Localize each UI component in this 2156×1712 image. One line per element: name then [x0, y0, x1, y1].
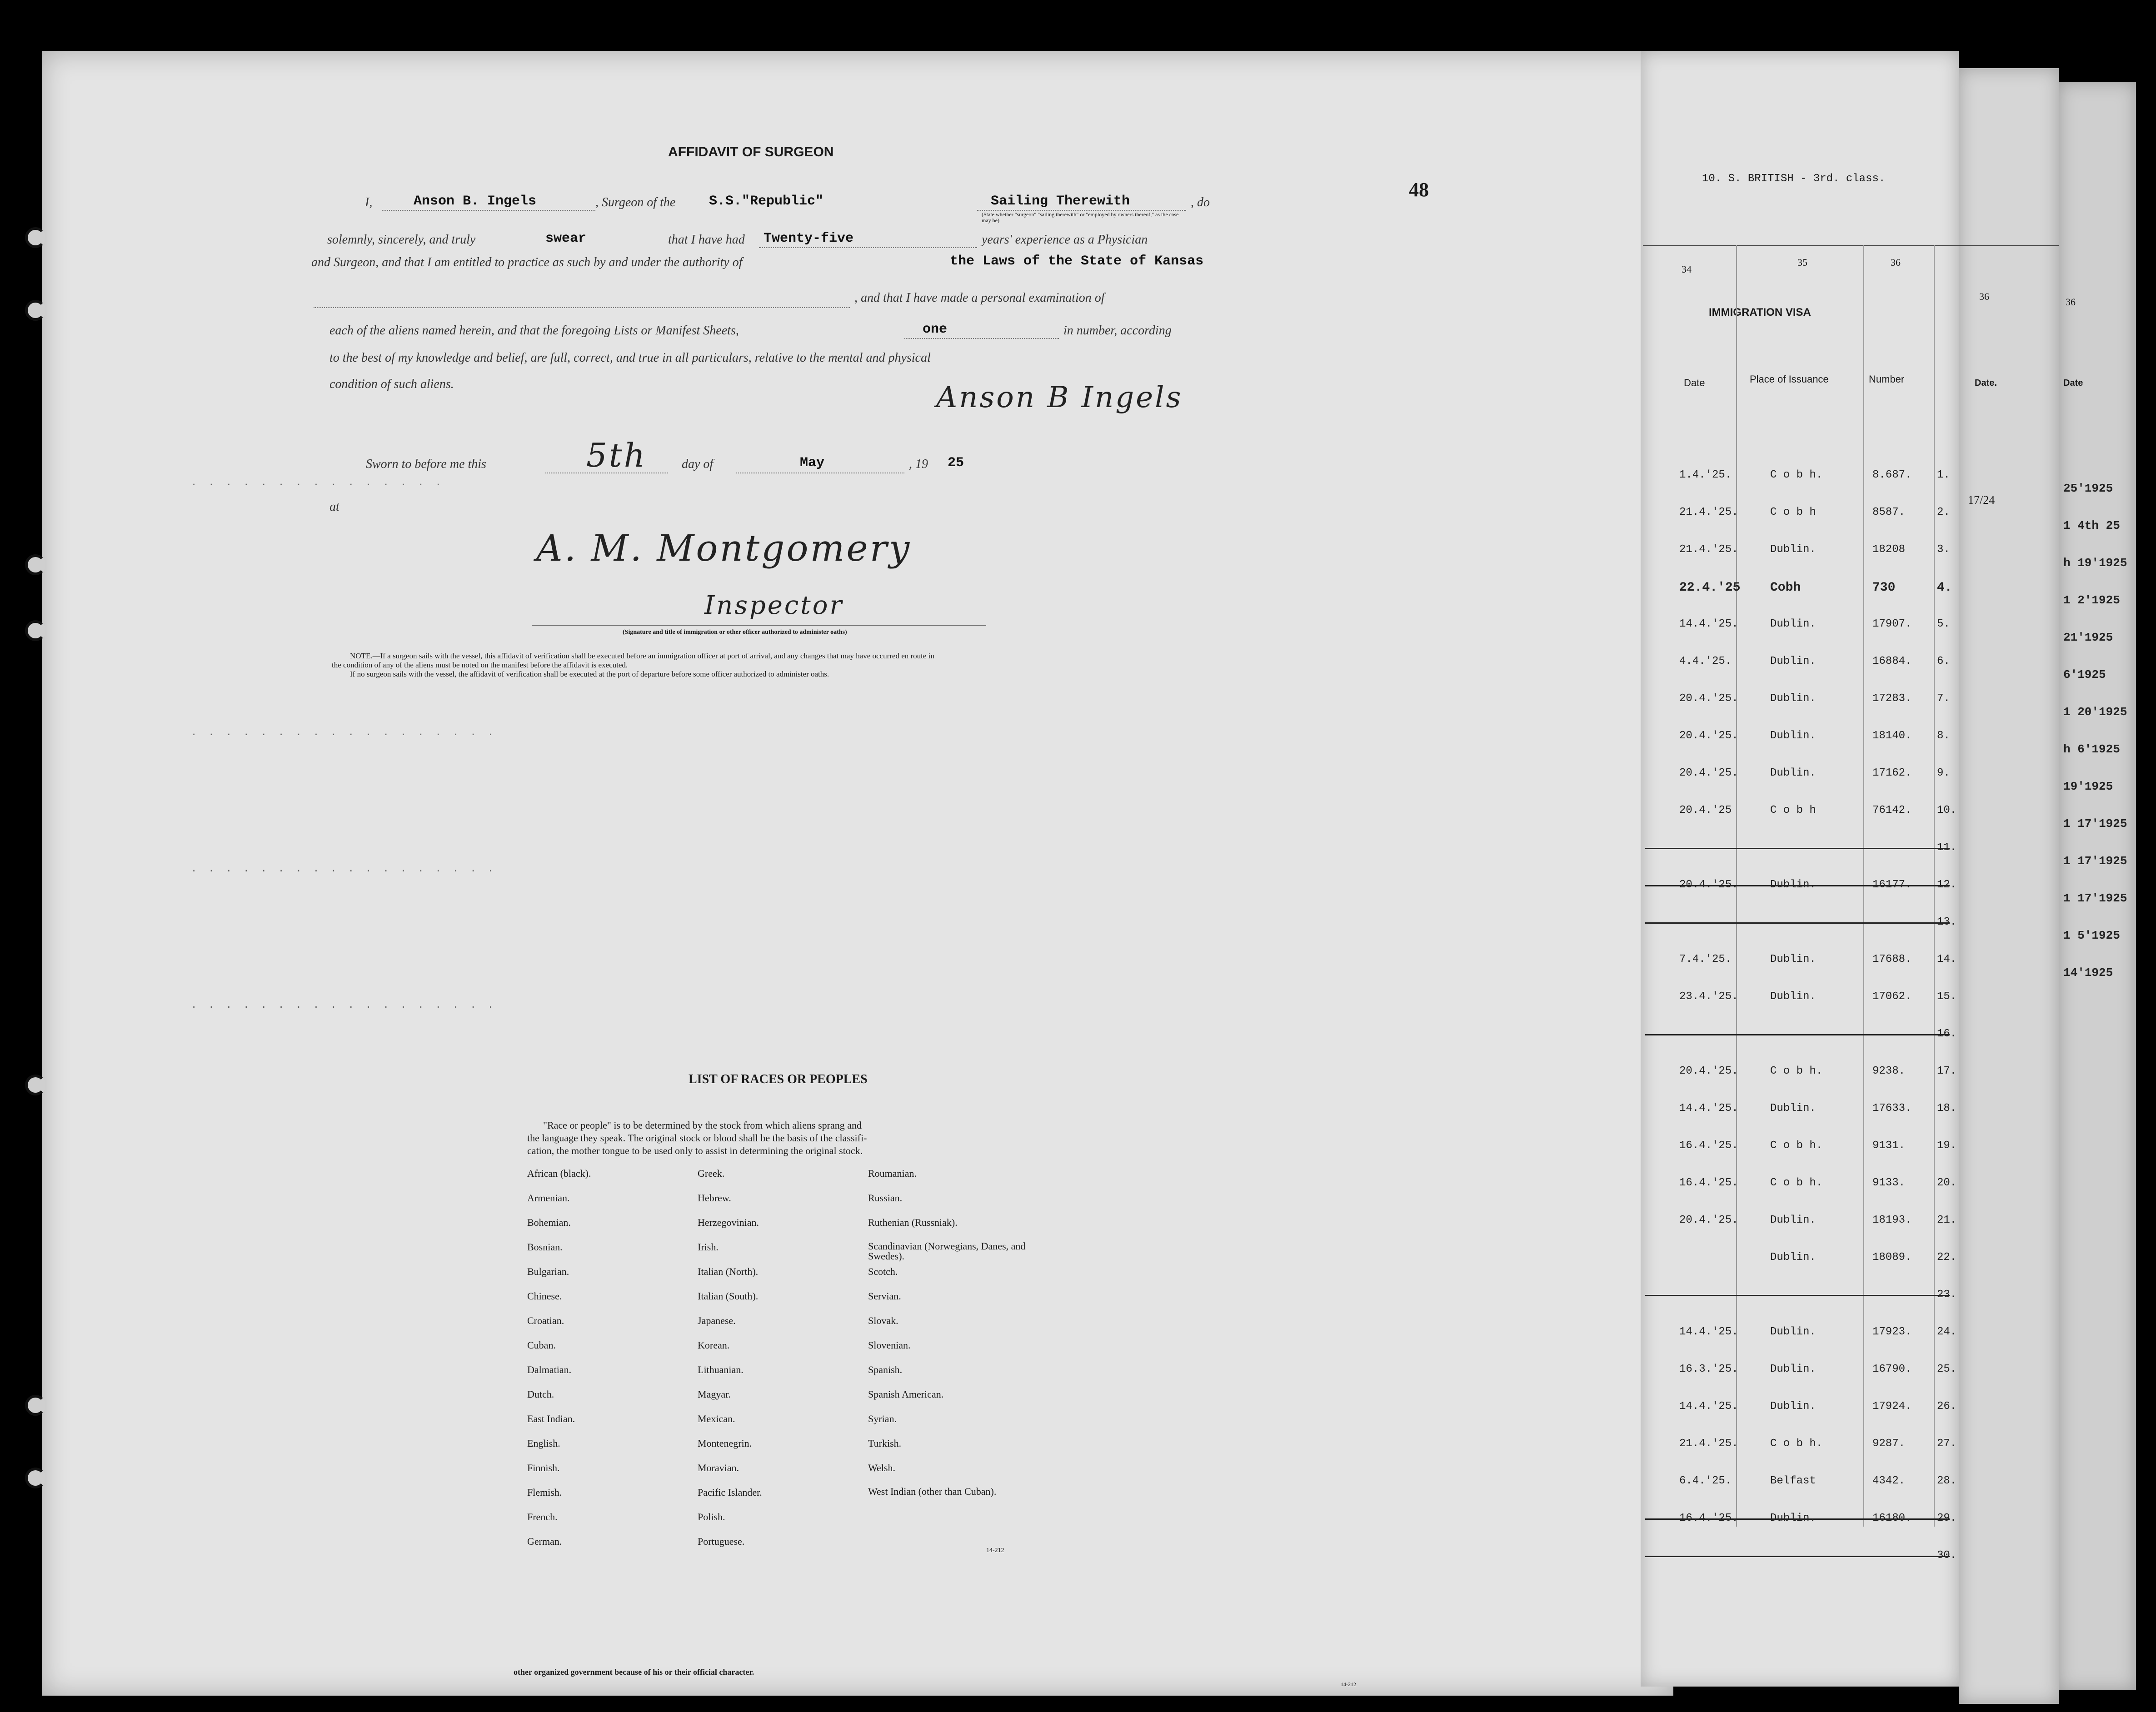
fill-line — [904, 338, 1059, 339]
race-item: Spanish American. — [868, 1389, 944, 1400]
race-item: Scandinavian (Norwegians, Danes, and Swedes). — [868, 1240, 1026, 1262]
visa-place: Dublin. — [1770, 543, 1816, 556]
row-number: 23. — [1937, 1289, 1957, 1301]
race-item: Italian (South). — [698, 1290, 759, 1302]
race-item: Japanese. — [698, 1315, 736, 1326]
race-item: Slovenian. — [868, 1339, 911, 1351]
visa-number: 16177. — [1872, 879, 1912, 891]
visa-header: 10. S. BRITISH - 3rd. class. — [1702, 173, 1886, 185]
row-number: 8. — [1937, 730, 1950, 742]
race-item: Bosnian. — [527, 1241, 563, 1253]
visa-date: 21.4.'25. — [1679, 1438, 1738, 1450]
race-item: Croatian. — [527, 1315, 564, 1326]
visa-place: Dublin. — [1770, 879, 1816, 891]
visa-place: Dublin. — [1770, 953, 1816, 965]
side-col-header: Date — [2063, 378, 2083, 388]
visa-number: 9287. — [1872, 1438, 1906, 1450]
visa-number: 16180. — [1872, 1512, 1912, 1524]
race-item: Lithuanian. — [698, 1364, 744, 1375]
side-col-number: 36 — [1979, 291, 1989, 302]
visa-number: 17162. — [1872, 767, 1912, 779]
race-item: Welsh. — [868, 1462, 895, 1473]
col-number: 35 — [1797, 257, 1807, 268]
visa-place: Dublin. — [1770, 990, 1816, 1003]
affidavit-text: Sworn to before me this — [366, 457, 486, 471]
col-number: 36 — [1891, 257, 1901, 268]
race-item: Armenian. — [527, 1192, 570, 1204]
visa-place: Dublin. — [1770, 1512, 1816, 1524]
side-date-entry: h 19'1925 — [2063, 556, 2127, 570]
side-date-entry: 21'1925 — [2063, 631, 2113, 644]
races-title: LIST OF RACES OR PEOPLES — [689, 1072, 868, 1086]
visa-place: Dublin. — [1770, 1214, 1816, 1226]
col-header-place: Place of Issuance — [1750, 373, 1829, 385]
visa-number: 18140. — [1872, 730, 1912, 742]
race-item: Chinese. — [527, 1290, 562, 1302]
visa-date: 16.4.'25. — [1679, 1140, 1738, 1152]
affidavit-text: , 19 — [909, 457, 928, 471]
visa-place: Dublin. — [1770, 767, 1816, 779]
oath-word: swear — [545, 231, 587, 246]
race-item: Italian (North). — [698, 1266, 759, 1277]
visa-number: 17923. — [1872, 1326, 1912, 1338]
form-number: 14-212 — [986, 1547, 1004, 1554]
affidavit-text: in number, according — [1063, 323, 1172, 338]
race-item: Cuban. — [527, 1339, 556, 1351]
race-item: Irish. — [698, 1241, 719, 1253]
race-item: Greek. — [698, 1168, 725, 1179]
race-item: Flemish. — [527, 1487, 562, 1498]
side-date-entry: 25'1925 — [2063, 482, 2113, 495]
affidavit-text: , and that I have made a personal examination of — [854, 291, 1105, 305]
row-number: 27. — [1937, 1438, 1957, 1450]
row-number: 22. — [1937, 1251, 1957, 1264]
affidavit-text: condition of such aliens. — [329, 377, 454, 391]
race-item: Pacific Islander. — [698, 1487, 762, 1498]
row-number: 13. — [1937, 916, 1957, 928]
row-number: 21. — [1937, 1214, 1957, 1226]
visa-place: Cobh — [1770, 581, 1801, 595]
side-date-entry: 1 17'1925 — [2063, 854, 2127, 868]
race-item — [868, 1536, 1036, 1554]
surgeon-status: Sailing Therewith — [991, 194, 1130, 209]
race-item: Russian. — [868, 1192, 903, 1204]
side-date-entry: 1 5'1925 — [2063, 929, 2120, 942]
race-item: Turkish. — [868, 1438, 902, 1449]
row-number: 3. — [1937, 543, 1950, 556]
footer-form-number: 14-212 — [1341, 1681, 1356, 1687]
visa-place: C o b h. — [1770, 469, 1823, 481]
header-rule — [1643, 245, 2059, 246]
bleed-through: . . . . . . . . . . . . . . . . . . — [191, 727, 497, 738]
race-item: German. — [527, 1536, 562, 1547]
visa-number: 4342. — [1872, 1475, 1906, 1487]
race-item — [868, 1511, 1036, 1529]
row-number: 17. — [1937, 1065, 1957, 1077]
side-date-entry: 14'1925 — [2063, 966, 2113, 980]
race-item: Dutch. — [527, 1389, 554, 1400]
visa-date: 7.4.'25. — [1679, 953, 1732, 965]
visa-date: 21.4.'25. — [1679, 543, 1738, 556]
race-item: Bohemian. — [527, 1217, 571, 1228]
note-line: NOTE.—If a surgeon sails with the vessel, this affidavit of verification shall be executed before an immigration officer at port of arrival, and any changes that may have occurred en route in — [350, 652, 934, 660]
visa-place: Dublin. — [1770, 1400, 1816, 1413]
bleed-through: . . . . . . . . . . . . . . . . . . — [191, 863, 497, 875]
row-number: 24. — [1937, 1326, 1957, 1338]
visa-date: 21.4.'25. — [1679, 506, 1738, 518]
visa-number: 8587. — [1872, 506, 1906, 518]
row-number: 26. — [1937, 1400, 1957, 1413]
race-item: Servian. — [868, 1290, 901, 1302]
race-item: French. — [527, 1511, 558, 1523]
race-item: African (black). — [527, 1168, 591, 1179]
visa-number: 730 — [1872, 581, 1896, 595]
visa-date: 16.4.'25. — [1679, 1512, 1738, 1524]
visa-number: 17633. — [1872, 1102, 1912, 1115]
visa-number: 17924. — [1872, 1400, 1912, 1413]
affidavit-text: day of — [682, 457, 714, 471]
side-mark: 17/24 — [1968, 493, 1995, 507]
visa-date: 20.4.'25. — [1679, 692, 1738, 705]
row-number: 19. — [1937, 1140, 1957, 1152]
race-item: Dalmatian. — [527, 1364, 572, 1375]
side-strip-a — [1959, 68, 2059, 1704]
manifest-count: one — [923, 322, 948, 337]
binder-hole — [25, 1468, 46, 1488]
visa-place: C o b h — [1770, 506, 1816, 518]
visa-date: 20.4.'25. — [1679, 1214, 1738, 1226]
side-date-entry: 1 17'1925 — [2063, 817, 2127, 831]
row-number: 4. — [1937, 581, 1952, 595]
fill-line — [759, 247, 977, 248]
race-item: Finnish. — [527, 1462, 560, 1473]
visa-place: Belfast — [1770, 1475, 1816, 1487]
side-date-entry: 1 4th 25 — [2063, 519, 2120, 533]
races-intro: cation, the mother tongue to be used only to assist in determining the original stock. — [527, 1145, 863, 1156]
sworn-day: 5th — [586, 436, 647, 474]
visa-date: 6.4.'25. — [1679, 1475, 1732, 1487]
visa-number: 18089. — [1872, 1251, 1912, 1264]
race-item: Spanish. — [868, 1364, 903, 1375]
visa-date: 14.4.'25. — [1679, 1400, 1738, 1413]
row-number: 9. — [1937, 767, 1950, 779]
authority: the Laws of the State of Kansas — [950, 254, 1204, 269]
side-date-entry: 1 2'1925 — [2063, 593, 2120, 607]
affidavit-text: each of the aliens named herein, and that the foregoing Lists or Manifest Sheets, — [329, 323, 739, 338]
row-number: 11. — [1937, 841, 1957, 854]
races-intro: the language they speak. The original stock or blood shall be the basis of the classifi- — [527, 1132, 867, 1144]
races-list — [527, 1168, 1036, 1554]
row-number: 28. — [1937, 1475, 1957, 1487]
row-number: 2. — [1937, 506, 1950, 518]
visa-place: Dublin. — [1770, 730, 1816, 742]
race-item: Magyar. — [698, 1389, 731, 1400]
visa-date: 22.4.'25 — [1679, 581, 1741, 595]
visa-number: 9133. — [1872, 1177, 1906, 1189]
fill-line — [382, 210, 595, 211]
visa-place: Dublin. — [1770, 1102, 1816, 1115]
row-number: 6. — [1937, 655, 1950, 667]
visa-number: 9131. — [1872, 1140, 1906, 1152]
bleed-through: . . . . . . . . . . . . . . . — [191, 477, 444, 488]
strike-line — [1645, 1556, 1950, 1557]
affidavit-text: I, — [365, 195, 373, 209]
surgeon-name: Anson B. Ingels — [414, 194, 537, 209]
row-number: 5. — [1937, 618, 1950, 630]
row-number: 7. — [1937, 692, 1950, 705]
visa-place: C o b h. — [1770, 1177, 1823, 1189]
note-line: If no surgeon sails with the vessel, the affidavit of verification shall be executed at the port of departure before some officer authorized to administer oaths. — [350, 670, 829, 678]
fill-line — [977, 210, 1186, 211]
affidavit-text: solemnly, sincerely, and truly — [327, 233, 476, 247]
col-header-date: Date — [1684, 377, 1705, 388]
visa-place: Dublin. — [1770, 1251, 1816, 1264]
affidavit-text: to the best of my knowledge and belief, are full, correct, and true in all particulars, relative to the mental and physical — [329, 351, 931, 365]
visa-number: 18208 — [1872, 543, 1906, 556]
row-number: 30. — [1937, 1549, 1957, 1562]
visa-number: 8.687. — [1872, 469, 1912, 481]
col-number: 34 — [1682, 264, 1692, 275]
sworn-month: May — [800, 455, 825, 471]
fill-line — [314, 307, 850, 308]
race-item: Mexican. — [698, 1413, 735, 1424]
strike-line — [1645, 1034, 1950, 1035]
side-date-entry: h 6'1925 — [2063, 742, 2120, 756]
officer-caption: (Signature and title of immigration or other officer authorized to administer oaths) — [623, 629, 847, 636]
affidavit-title: AFFIDAVIT OF SURGEON — [668, 144, 834, 159]
side-date-entry: 19'1925 — [2063, 780, 2113, 793]
race-item: Roumanian. — [868, 1168, 917, 1179]
visa-number: 18193. — [1872, 1214, 1912, 1226]
footer-text: other organized government because of his or their official character. — [514, 1667, 754, 1677]
visa-number: 17062. — [1872, 990, 1912, 1003]
race-item: West Indian (other than Cuban). — [868, 1486, 997, 1497]
side-date-entry: 6'1925 — [2063, 668, 2106, 682]
row-number: 12. — [1937, 879, 1957, 891]
visa-place: C o b h. — [1770, 1065, 1823, 1077]
race-item: Syrian. — [868, 1413, 897, 1424]
vessel-name: S.S."Republic" — [709, 194, 824, 209]
binder-hole — [25, 1075, 46, 1095]
race-item: Bulgarian. — [527, 1266, 569, 1277]
row-number: 15. — [1937, 990, 1957, 1003]
strike-line — [1645, 1295, 1950, 1296]
row-number: 18. — [1937, 1102, 1957, 1115]
visa-date: 20.4.'25. — [1679, 879, 1738, 891]
binder-hole — [25, 227, 46, 248]
visa-number: 17688. — [1872, 953, 1912, 965]
race-item: Polish. — [698, 1511, 725, 1523]
visa-date: 20.4.'25. — [1679, 1065, 1738, 1077]
visa-date: 20.4.'25. — [1679, 767, 1738, 779]
row-number: 1. — [1937, 469, 1950, 481]
row-number: 25. — [1937, 1363, 1957, 1375]
visa-date: 16.3.'25. — [1679, 1363, 1738, 1375]
visa-place: C o b h. — [1770, 1438, 1823, 1450]
affidavit-text: , do — [1191, 195, 1210, 209]
race-item: Herzegovinian. — [698, 1217, 759, 1228]
race-item: Hebrew. — [698, 1192, 731, 1204]
note-line: the condition of any of the aliens must be noted on the manifest before the affidavit is executed. — [332, 661, 628, 669]
bleed-through: . . . . . . . . . . . . . . . . . . — [191, 1000, 497, 1011]
visa-date: 14.4.'25. — [1679, 618, 1738, 630]
visa-number: 17283. — [1872, 692, 1912, 705]
visa-number: 16884. — [1872, 655, 1912, 667]
race-item: Scotch. — [868, 1266, 898, 1277]
row-number: 14. — [1937, 953, 1957, 965]
row-number: 20. — [1937, 1177, 1957, 1189]
affidavit-text: , Surgeon of the — [595, 195, 676, 209]
visa-date: 4.4.'25. — [1679, 655, 1732, 667]
side-date-entry: 1 20'1925 — [2063, 705, 2127, 719]
page-number: 48 — [1409, 179, 1429, 201]
visa-place: Dublin. — [1770, 1363, 1816, 1375]
side-strip-b — [2059, 82, 2136, 1690]
race-item: Montenegrin. — [698, 1438, 752, 1449]
binder-hole — [25, 300, 46, 321]
visa-date: 14.4.'25. — [1679, 1326, 1738, 1338]
visa-place: Dublin. — [1770, 1326, 1816, 1338]
race-item: Moravian. — [698, 1462, 739, 1473]
officer-signature: A. M. Montgomery — [536, 527, 912, 569]
visa-title: IMMIGRATION VISA — [1709, 306, 1811, 319]
affidavit-text: and Surgeon, and that I am entitled to practice as such by and under the authority of — [311, 255, 743, 269]
binder-hole — [25, 554, 46, 575]
visa-date: 1.4.'25. — [1679, 469, 1732, 481]
strike-line — [1645, 1518, 1950, 1520]
strike-line — [1645, 922, 1950, 924]
race-item: East Indian. — [527, 1413, 575, 1424]
binder-hole — [25, 620, 46, 641]
visa-date: 14.4.'25. — [1679, 1102, 1738, 1115]
race-item: Portuguese. — [698, 1536, 745, 1547]
affidavit-text: at — [329, 500, 339, 514]
row-number: 10. — [1937, 804, 1957, 816]
side-col-header: Date. — [1975, 378, 1997, 388]
visa-place: C o b h. — [1770, 1140, 1823, 1152]
visa-place: C o b h — [1770, 804, 1816, 816]
status-note: (State whether "surgeon" "sailing therewith" or "employed by owners thereof," as the case may be) — [982, 211, 1179, 224]
row-number: 16. — [1937, 1028, 1957, 1040]
visa-place: Dublin. — [1770, 618, 1816, 630]
officer-title: Inspector — [704, 591, 844, 620]
visa-number: 76142. — [1872, 804, 1912, 816]
race-item: English. — [527, 1438, 560, 1449]
sworn-year: 25 — [948, 455, 964, 471]
side-col-number: 36 — [2066, 296, 2076, 308]
visa-date: 16.4.'25. — [1679, 1177, 1738, 1189]
visa-place: Dublin. — [1770, 692, 1816, 705]
affidavit-text: that I have had — [668, 233, 745, 247]
race-item: Ruthenian (Russniak). — [868, 1217, 958, 1228]
col-header-number: Number — [1869, 373, 1905, 385]
races-intro: "Race or people" is to be determined by the stock from which aliens sprang and — [543, 1120, 862, 1131]
race-item: Slovak. — [868, 1315, 898, 1326]
affidavit-text: years' experience as a Physician — [982, 233, 1148, 247]
visa-number: 16790. — [1872, 1363, 1912, 1375]
visa-date: 20.4.'25 — [1679, 804, 1732, 816]
signature-line — [532, 625, 986, 626]
visa-date: 23.4.'25. — [1679, 990, 1738, 1003]
race-item: Korean. — [698, 1339, 730, 1351]
visa-number: 9238. — [1872, 1065, 1906, 1077]
side-date-entry: 1 17'1925 — [2063, 891, 2127, 905]
strike-line — [1645, 848, 1950, 849]
visa-place: Dublin. — [1770, 655, 1816, 667]
years-experience: Twenty-five — [764, 231, 854, 246]
binder-hole — [25, 1395, 46, 1416]
strike-line — [1645, 885, 1950, 886]
row-number: 29. — [1937, 1512, 1957, 1524]
visa-number: 17907. — [1872, 618, 1912, 630]
surgeon-signature: Anson B Ingels — [936, 381, 1183, 414]
visa-date: 20.4.'25. — [1679, 730, 1738, 742]
